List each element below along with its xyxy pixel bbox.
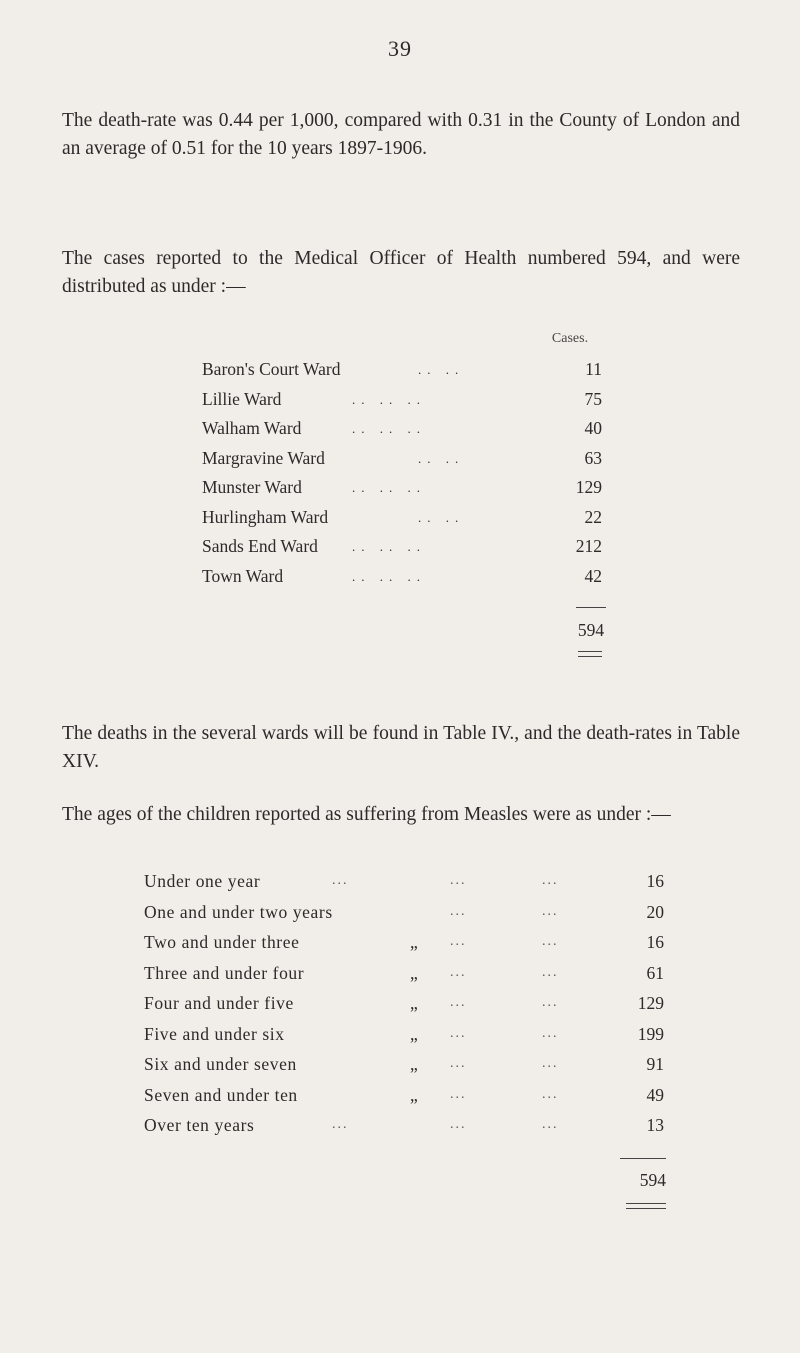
age-count: 199 [637, 1023, 664, 1044]
table-row [144, 988, 664, 1019]
leader-dots: ... [542, 873, 559, 888]
leader-dots: .. .. [418, 450, 465, 466]
age-label: Two and under three [144, 932, 300, 952]
leader-dots: .. .. .. [352, 480, 426, 495]
table-row [202, 385, 622, 415]
ward-name: Sands End Ward [202, 536, 318, 556]
leader-dots: .. .. .. [352, 421, 426, 436]
table-row [144, 1049, 664, 1080]
table-row [202, 532, 622, 562]
age-count: 13 [646, 1115, 664, 1135]
leader-dots: ... [542, 1056, 559, 1071]
table-row [144, 866, 664, 897]
age-label: Under one year [144, 871, 261, 891]
deaths-tables-paragraph: The deaths in the several wards will be found in Table IV., and the death-rates in Table XIV. [62, 723, 740, 772]
age-label: Seven and under ten [144, 1084, 298, 1105]
ward-name: Margravine Ward [202, 447, 325, 468]
table-row [144, 1019, 664, 1050]
leader-dots: ... [542, 964, 559, 980]
age-total: 594 [639, 1170, 666, 1190]
cases-reported-paragraph: The cases reported to the Medical Officer of Health numbered 594, and were distributed as under :— [62, 248, 740, 297]
ward-total-rule [576, 607, 606, 608]
ward-total: 594 [577, 620, 605, 640]
ward-name: Walham Ward [202, 418, 302, 438]
leader-dots: ... [542, 1025, 559, 1041]
ditto-mark: „ [410, 1054, 419, 1074]
age-label: Five and under six [144, 1023, 285, 1044]
table-row [144, 1110, 664, 1141]
age-label: Six and under seven [144, 1054, 297, 1074]
leader-dots: ... [450, 1086, 467, 1102]
table-row [144, 897, 664, 928]
leader-dots: ... [542, 1117, 559, 1132]
table-row [202, 355, 622, 385]
ditto-mark: „ [410, 993, 419, 1013]
ward-cases: 212 [575, 536, 602, 556]
leader-dots: .. .. [418, 362, 465, 377]
page-number: 39 [388, 36, 412, 61]
leader-dots: ... [332, 873, 349, 888]
ditto-mark: „ [410, 932, 419, 952]
age-count: 49 [646, 1084, 664, 1105]
leader-dots: ... [450, 1117, 467, 1132]
leader-dots: ... [450, 1025, 467, 1041]
ward-name: Lillie Ward [202, 388, 282, 409]
leader-dots: ... [450, 903, 467, 919]
ward-name: Hurlingham Ward [202, 506, 329, 527]
ward-name: Munster Ward [202, 477, 302, 497]
ages-intro-paragraph: The ages of the children reported as suffering from Measles were as under :— [62, 804, 671, 825]
ditto-mark: „ [410, 962, 419, 983]
table-row [202, 503, 622, 533]
table-row [144, 1080, 664, 1111]
table-row [144, 927, 664, 958]
age-total-rule [620, 1158, 666, 1159]
leader-dots: .. .. [418, 509, 465, 525]
ward-name: Town Ward [202, 565, 284, 586]
ward-cases-header: Cases. [551, 331, 589, 346]
ward-cases: 40 [584, 418, 602, 438]
leader-dots: ... [450, 964, 467, 980]
age-label: Three and under four [144, 962, 305, 983]
age-count: 129 [637, 993, 664, 1013]
ward-cases: 42 [584, 565, 602, 586]
ward-name: Baron's Court Ward [202, 359, 341, 379]
leader-dots: ... [450, 995, 467, 1010]
leader-dots: ... [542, 934, 559, 949]
ward-cases: 75 [584, 388, 602, 409]
age-count: 16 [646, 932, 664, 952]
leader-dots: ... [542, 903, 559, 919]
death-rate-paragraph: The death-rate was 0.44 per 1,000, compared with 0.31 in the County of London and an average of 0.51 for the 10 years 1897-1906. [62, 110, 740, 159]
age-count: 16 [646, 871, 664, 891]
age-count: 61 [646, 962, 664, 983]
leader-dots: ... [450, 1056, 467, 1071]
age-total-double-rule [626, 1203, 666, 1209]
age-label: Over ten years [144, 1115, 255, 1135]
ditto-mark: „ [410, 1023, 419, 1044]
leader-dots: ... [542, 995, 559, 1010]
age-count: 91 [646, 1054, 664, 1074]
table-row [202, 414, 622, 444]
ward-cases: 11 [585, 359, 602, 379]
ward-cases: 22 [584, 506, 602, 527]
leader-dots: ... [450, 873, 467, 888]
table-row [144, 958, 664, 989]
leader-dots: .. .. .. [352, 568, 426, 584]
leader-dots: .. .. .. [352, 539, 426, 554]
leader-dots: ... [450, 934, 467, 949]
table-row [202, 444, 622, 474]
table-row [202, 562, 622, 592]
leader-dots: ... [332, 1117, 349, 1132]
age-count: 20 [646, 901, 664, 922]
leader-dots: .. .. .. [352, 391, 426, 407]
ward-total-double-rule [578, 651, 602, 657]
ward-cases: 129 [575, 477, 602, 497]
ward-cases: 63 [584, 447, 602, 468]
age-label: One and under two years [144, 901, 333, 922]
age-cases-table [144, 866, 664, 1141]
ward-cases-table [202, 355, 622, 591]
leader-dots: ... [542, 1086, 559, 1102]
ditto-mark: „ [410, 1084, 419, 1105]
table-row [202, 473, 622, 503]
age-label: Four and under five [144, 993, 294, 1013]
